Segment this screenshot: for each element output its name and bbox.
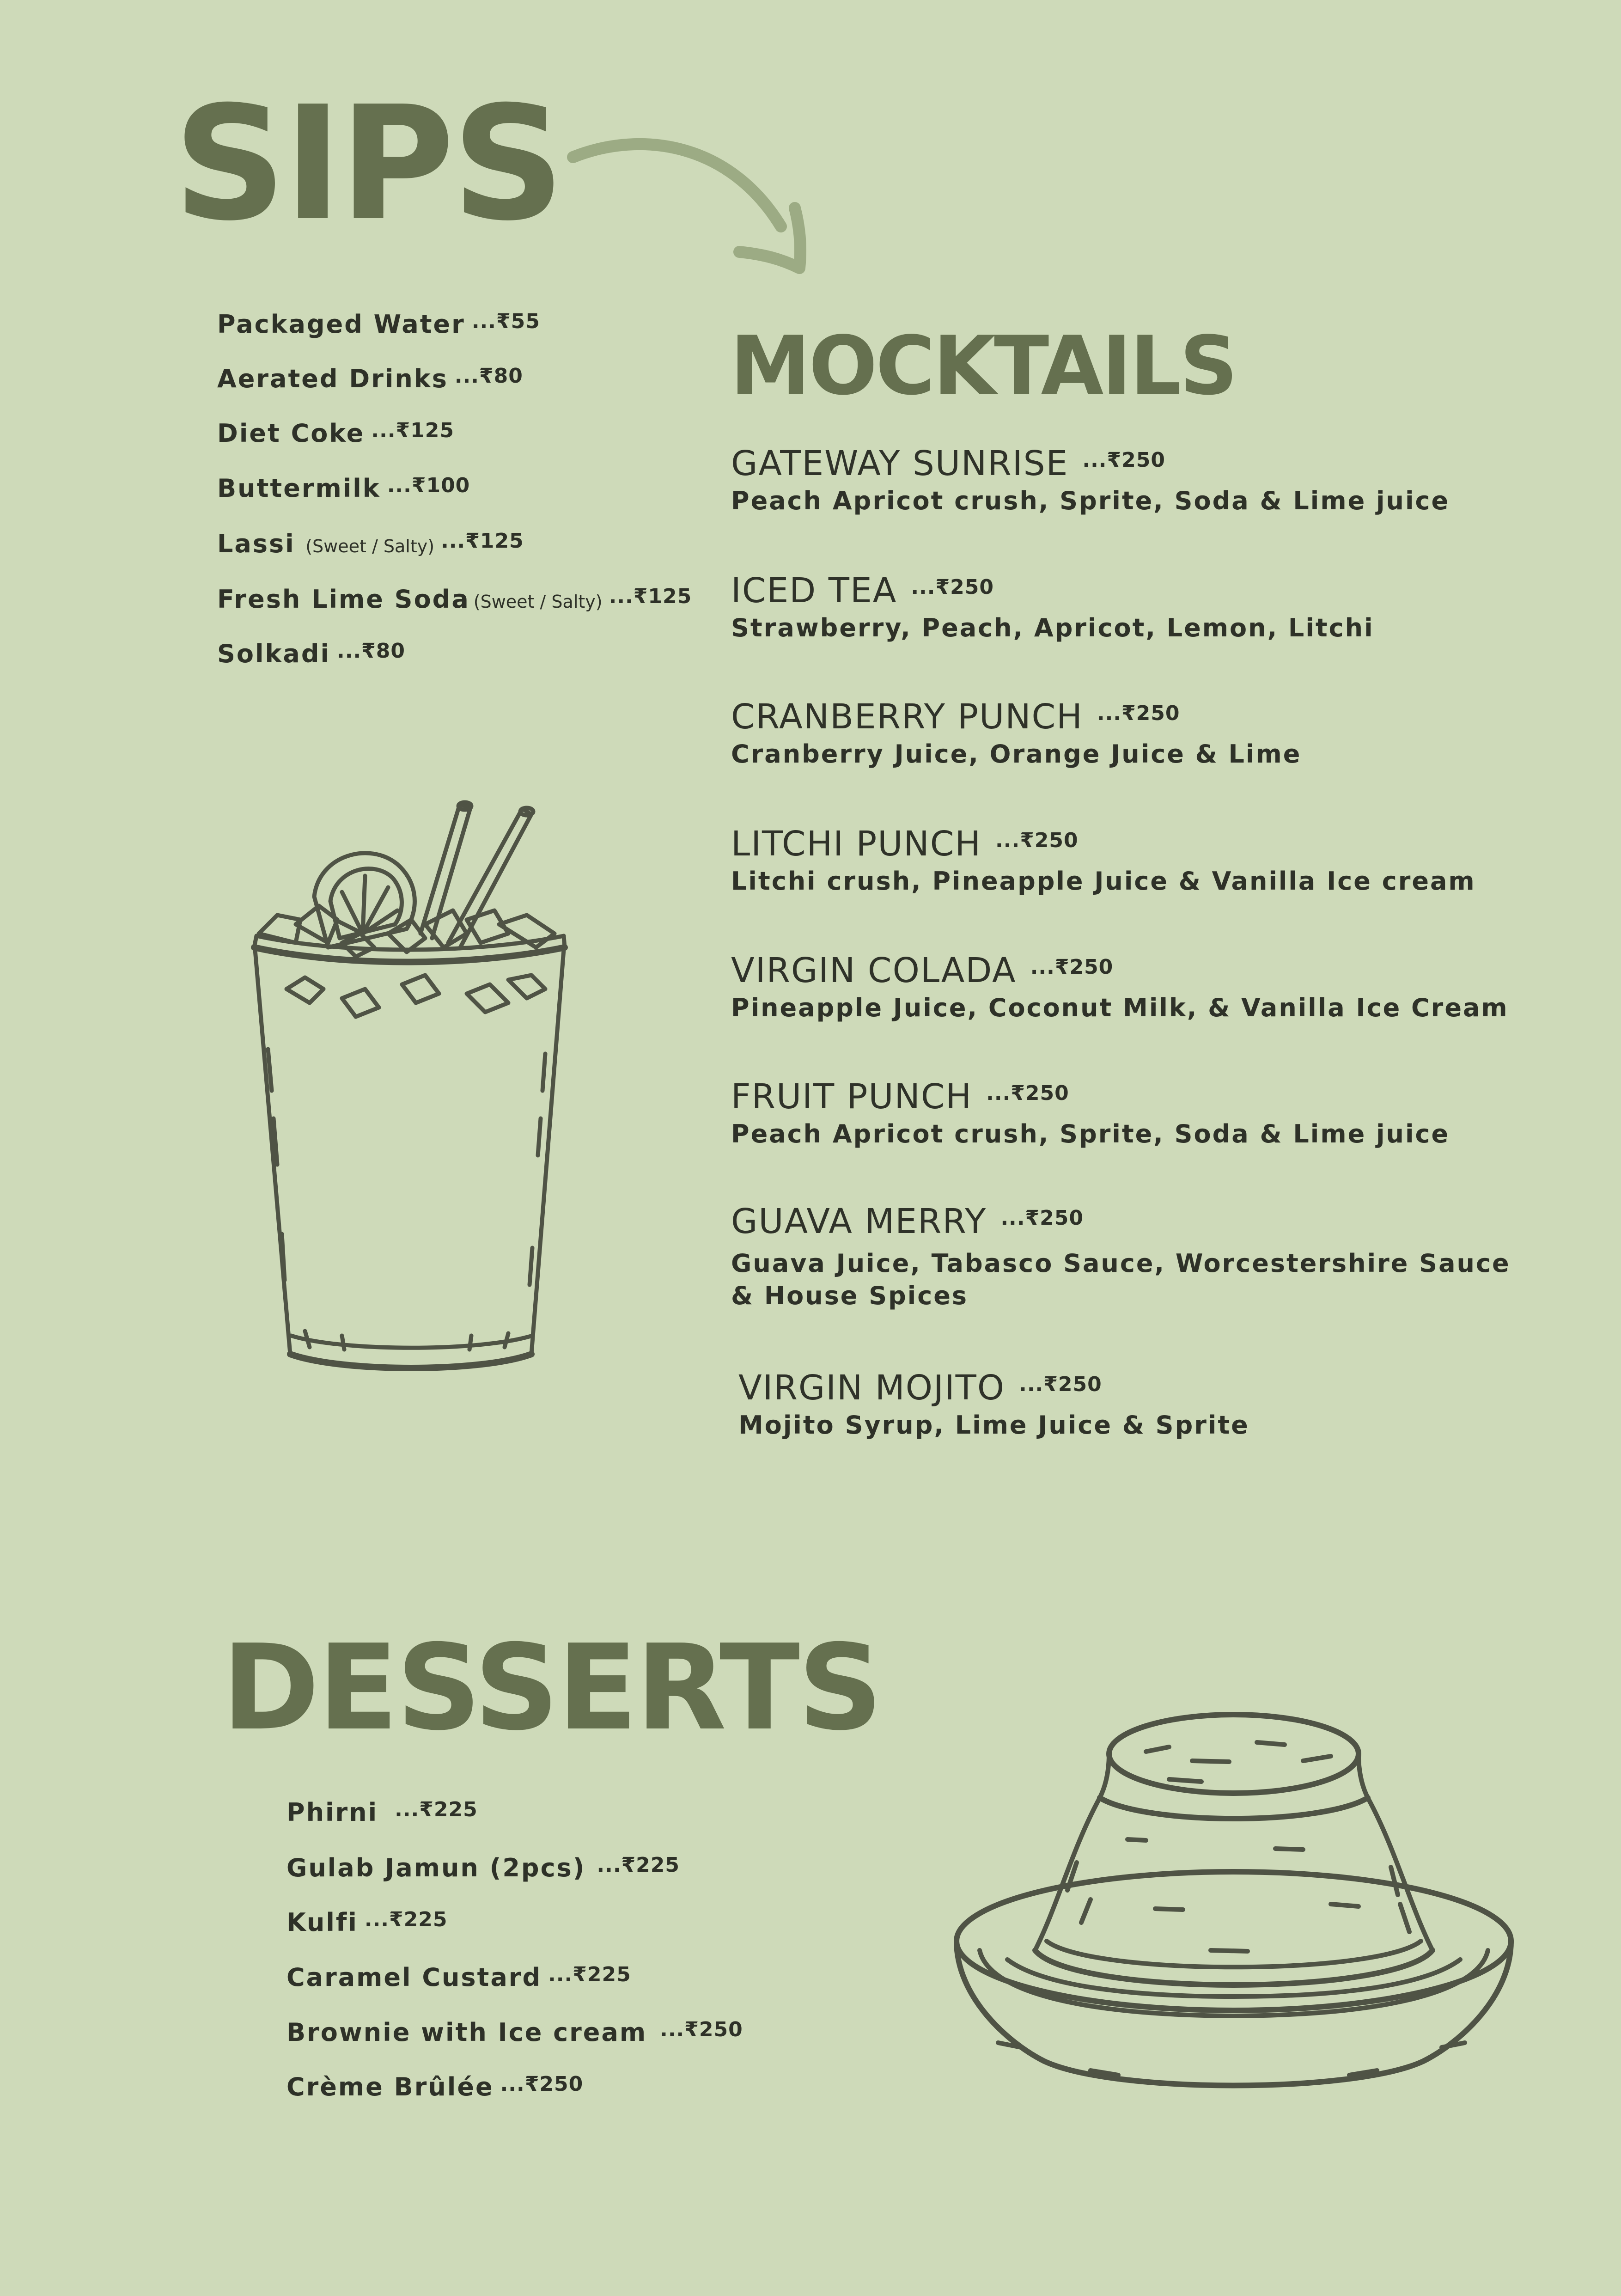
sips-item-price: ...₹125 (609, 585, 692, 608)
mocktail-description: Strawberry, Peach, Apricot, Lemon, Litchi (731, 613, 1374, 642)
dessert-item-name: Gulab Jamun (2pcs) (286, 1853, 586, 1882)
mocktail-description: Guava Juice, Tabasco Sauce, Worcestershire Sauce (731, 1249, 1511, 1278)
dessert-item-price: ...₹225 (395, 1798, 478, 1821)
dessert-item (286, 1798, 478, 1827)
drink-glass-illustration (250, 795, 573, 1396)
mocktail-description: Peach Apricot crush, Sprite, Soda & Lime juice (731, 1119, 1450, 1148)
sips-item-price: ...₹125 (371, 419, 454, 442)
dessert-item-name: Kulfi (286, 1908, 358, 1937)
sips-item (217, 529, 524, 558)
dessert-item-name: Caramel Custard (286, 1963, 542, 1992)
mocktail-description: Peach Apricot crush, Sprite, Soda & Lime juice (731, 486, 1450, 515)
dessert-item-name: Phirni (286, 1798, 378, 1827)
mocktail-price: ...₹250 (1082, 448, 1165, 472)
dessert-item (286, 2072, 583, 2101)
mocktail-name: CRANBERRY PUNCH (731, 697, 1083, 737)
mocktail-name: GATEWAY SUNRISE (731, 444, 1069, 483)
mocktail-item (731, 444, 1450, 518)
dessert-item-price: ...₹225 (364, 1908, 448, 1931)
sips-item (217, 310, 540, 339)
mocktail-description-line-2: & House Spices (731, 1281, 969, 1310)
custard-pudding-illustration (952, 1710, 1516, 2126)
mocktail-price: ...₹250 (1019, 1373, 1102, 1396)
mocktail-name: ICED TEA (731, 571, 897, 611)
mocktail-name: LITCHI PUNCH (731, 824, 982, 864)
mocktail-item (731, 1077, 1450, 1151)
sips-item-name: Diet Coke (217, 419, 365, 448)
sips-item (217, 585, 692, 614)
sips-item (217, 419, 454, 448)
mocktail-name: FRUIT PUNCH (731, 1077, 973, 1117)
sips-item-name: Solkadi (217, 639, 331, 668)
sips-title: SIPS (173, 73, 562, 256)
mocktail-price: ...₹250 (1097, 702, 1180, 725)
mocktail-name: GUAVA MERRY (731, 1202, 987, 1241)
mocktail-item (731, 951, 1509, 1025)
sips-item-price: ...₹55 (471, 310, 540, 333)
sips-item-price: ...₹80 (454, 364, 523, 388)
sips-item-note: (Sweet / Salty) (473, 592, 603, 612)
sips-item-note: (Sweet / Salty) (305, 536, 435, 556)
mocktail-price: ...₹250 (911, 575, 994, 599)
dessert-item-name: Brownie with Ice cream (286, 2018, 647, 2047)
sips-item-name: Packaged Water (217, 310, 465, 339)
curved-arrow-icon (568, 134, 809, 277)
mocktail-item (731, 824, 1476, 898)
mocktail-item (738, 1368, 1249, 1442)
mocktail-description: Litchi crush, Pineapple Juice & Vanilla Ice cream (731, 867, 1476, 896)
sips-item-name: Buttermilk (217, 474, 381, 503)
dessert-item-price: ...₹225 (597, 1853, 680, 1877)
mocktail-description: Cranberry Juice, Orange Juice & Lime (731, 739, 1302, 769)
mocktail-name: VIRGIN MOJITO (738, 1368, 1006, 1408)
desserts-title: DESSERTS (222, 1619, 881, 1757)
mocktail-price: ...₹250 (995, 829, 1079, 852)
dessert-item (286, 1908, 447, 1937)
mocktail-item (731, 571, 1374, 645)
dessert-item (286, 1963, 631, 1992)
dessert-item-price: ...₹250 (500, 2072, 584, 2096)
sips-item-price: ...₹80 (337, 639, 406, 663)
sips-item-name: Fresh Lime Soda (217, 585, 470, 614)
mocktail-item (731, 1202, 1511, 1313)
mocktail-price: ...₹250 (1000, 1206, 1084, 1230)
sips-item-price: ...₹100 (387, 474, 470, 497)
sips-item (217, 639, 405, 668)
dessert-item-price: ...₹225 (548, 1963, 631, 1986)
mocktail-price: ...₹250 (1030, 955, 1114, 979)
sips-item (217, 364, 523, 393)
sips-item (217, 474, 470, 503)
dessert-item-price: ...₹250 (660, 2018, 743, 2041)
mocktail-description: Mojito Syrup, Lime Juice & Sprite (738, 1411, 1249, 1440)
sips-item-price: ...₹125 (441, 529, 524, 553)
mocktail-item (731, 697, 1301, 771)
sips-item-name: Aerated Drinks (217, 364, 448, 393)
mocktail-name: VIRGIN COLADA (731, 951, 1017, 990)
mocktail-price: ...₹250 (986, 1081, 1069, 1105)
dessert-item-name: Crème Brûlée (286, 2072, 494, 2101)
dessert-item (286, 1853, 680, 1882)
dessert-item (286, 2018, 743, 2047)
mocktails-title: MOCKTAILS (730, 319, 1236, 413)
sips-item-name: Lassi (217, 529, 295, 558)
mocktail-description: Pineapple Juice, Coconut Milk, & Vanilla Ice Cream (731, 993, 1509, 1022)
